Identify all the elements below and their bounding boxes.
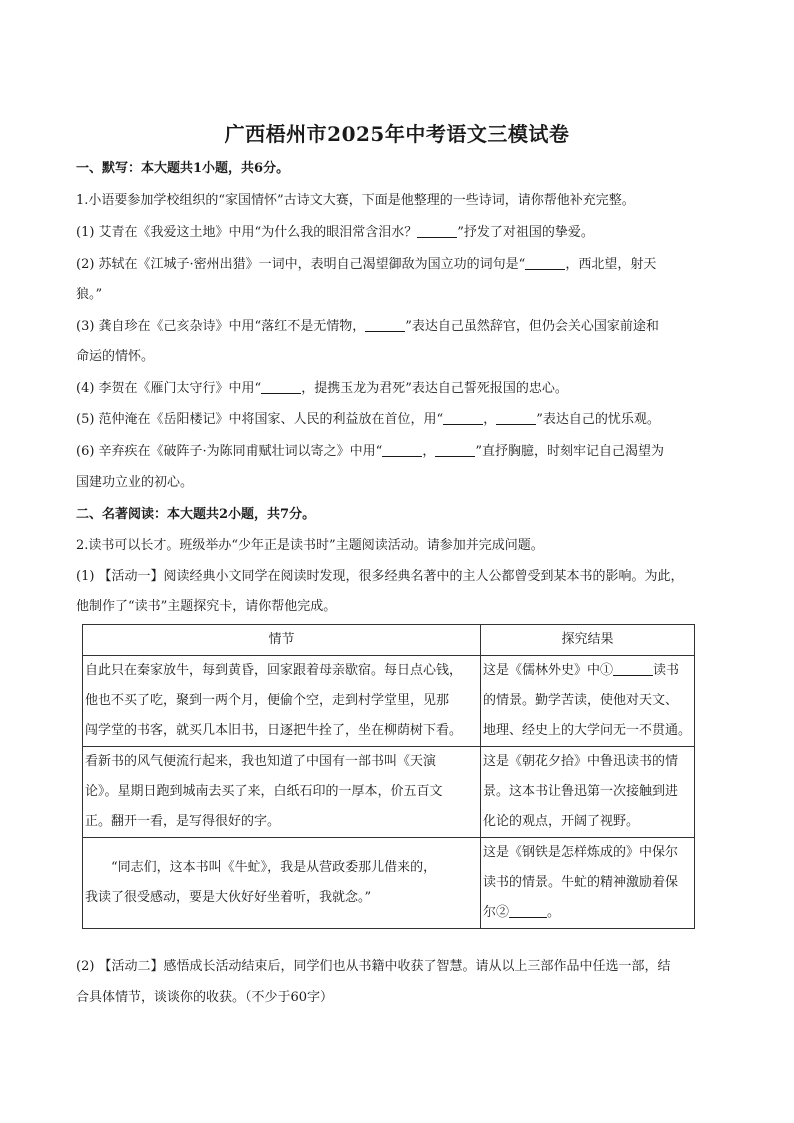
plot-cell: 看新书的风气便流行起来，我也知道了中国有一部书叫《天演 论》。星期日跑到城南去买了来，白纸石印的一厚本，价五百文 正。翻开一看，是写得很好的字。 xyxy=(83,747,481,838)
answer-blank[interactable] xyxy=(613,662,653,676)
table-header-row xyxy=(83,625,695,656)
q2-intro: 2.读书可以长才。班级举办“少年正是读书时”主题阅读活动。请参加并完成问题。 xyxy=(76,538,544,553)
activity2-line1: (2) 【活动二】感悟成长活动结束后，同学们也从书籍中收获了智慧。请从以上三部作品中任选一部，结 xyxy=(76,959,671,974)
activity1-line2: 他制作了“读书”主题探究卡，请你帮他完成。 xyxy=(76,599,337,614)
answer-blank[interactable] xyxy=(365,318,405,332)
q1-intro: 1.小语要参加学校组织的“家国情怀”古诗文大赛，下面是他整理的一些诗词，请你帮他补充完整。 xyxy=(76,193,635,208)
plot-cell: “同志们，这本书叫《牛虻》，我是从营政委那儿借来的， 我读了很受感动，要是大伙好好坐着听，我就念。” xyxy=(83,838,481,929)
page-title: 广西梧州市2025年中考语文三模试卷 xyxy=(224,122,570,146)
activity2-line2: 合具体情节，谈谈你的收获。（不少于60字） xyxy=(76,990,334,1005)
answer-blank[interactable] xyxy=(443,411,483,425)
q1-item-5: (5) 范仲淹在《岳阳楼记》中将国家、人民的利益放在首位，用“ ， ”表达自己的忧乐观。 xyxy=(76,412,660,427)
table-row xyxy=(83,838,695,929)
table-row xyxy=(83,656,695,747)
answer-blank[interactable] xyxy=(417,224,457,238)
answer-blank[interactable] xyxy=(435,443,475,457)
q1-item-3-cont: 命运的情怀。 xyxy=(76,349,155,364)
answer-blank[interactable] xyxy=(496,411,536,425)
plot-cell: 自此只在秦家放牛，每到黄昏，回家跟着母亲歇宿。每日点心钱， 他也不买了吃，聚到一两个月，便偷个空，走到村学堂里，见那 闯学堂的书客，就买几本旧书，日逐把牛拴了，坐在柳荫树下看。 xyxy=(83,656,481,747)
result-cell: 这是《钢铁是怎样炼成的》中保尔 读书的情景。牛虻的精神激励着保 尔② 。 xyxy=(481,838,695,929)
q1-item-4: (4) 李贺在《雁门太守行》中用“ ，提携玉龙为君死”表达自己誓死报国的忠心。 xyxy=(76,381,568,396)
result-cell: 这是《朝花夕拾》中鲁迅读书的情 景。这本书让鲁迅第一次接触到进 化论的观点，开阔了视野。 xyxy=(481,747,695,838)
answer-blank[interactable] xyxy=(261,380,301,394)
activity1-line1: (1) 【活动一】阅读经典小文同学在阅读时发现，很多经典名著中的主人公都曾受到某本书的影响。为此， xyxy=(76,569,684,584)
explore-card-table xyxy=(82,624,695,929)
q1-item-6: (6) 辛弃疾在《破阵子·为陈同甫赋壮词以寄之》中用“ ， ”直抒胸臆，时刻牢记自己渴望为 xyxy=(76,444,664,459)
table-row xyxy=(83,747,695,838)
q1-item-3: (3) 龚自珍在《己亥杂诗》中用“落红不是无情物， ”表达自己虽然辞官，但仍会关心国家前途和 xyxy=(76,319,659,334)
q1-item-6-cont: 国建功立业的初心。 xyxy=(76,475,194,490)
column-header-plot: 情节 xyxy=(83,625,481,656)
section1-heading: 一、默写：本大题共1小题，共6分。 xyxy=(76,161,290,176)
q1-item-2-cont: 狼。” xyxy=(76,287,103,302)
section2-heading: 二、名著阅读：本大题共2小题，共7分。 xyxy=(76,507,316,522)
column-header-result: 探究结果 xyxy=(481,625,695,656)
result-cell: 这是《儒林外史》中① 读书 的情景。勤学苦读，使他对天文、 地理、经史上的大学问无一不贯通。 xyxy=(481,656,695,747)
q1-item-1: (1) 艾青在《我爱这土地》中用“为什么我的眼泪常含泪水？ ”抒发了对祖国的挚爱。 xyxy=(76,225,594,240)
answer-blank[interactable] xyxy=(525,256,565,270)
answer-blank[interactable] xyxy=(509,904,547,918)
q1-item-2: (2) 苏轼在《江城子·密州出猎》一词中，表明自己渴望御敌为国立功的词句是“ ，西北望，射天 xyxy=(76,257,657,272)
answer-blank[interactable] xyxy=(382,443,422,457)
